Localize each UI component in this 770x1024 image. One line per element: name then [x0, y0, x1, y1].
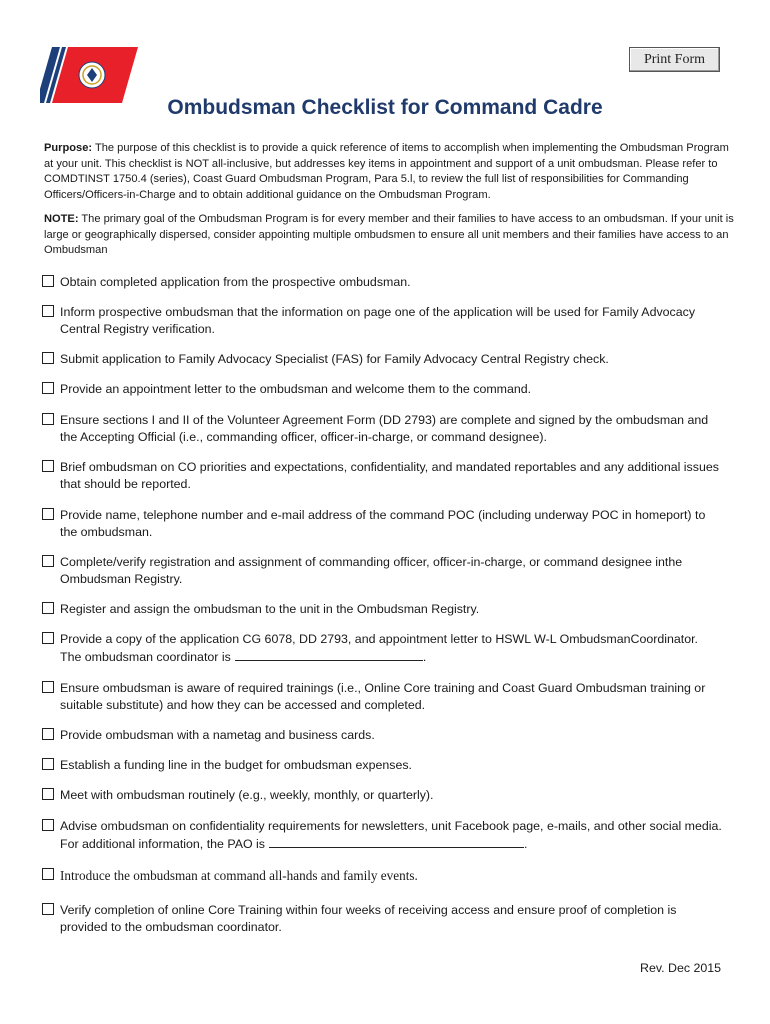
checklist-item — [42, 274, 722, 291]
checklist-item — [42, 381, 722, 398]
checklist-item-text: Introduce the ombudsman at command all-hands and family events. — [60, 868, 418, 883]
checklist-item — [42, 867, 722, 884]
print-form-button[interactable]: Print Form — [629, 47, 720, 72]
checklist-item-text: Brief ombudsman on CO priorities and expectations, confidentiality, and mandated reportables and any additional issues that should be reported. — [60, 460, 719, 491]
checklist-item — [42, 507, 722, 541]
checklist-item-text: Meet with ombudsman routinely (e.g., weekly, monthly, or quarterly). — [60, 788, 434, 802]
checklist-item-text: Obtain completed application from the prospective ombudsman. — [60, 275, 411, 289]
checkbox[interactable] — [42, 632, 54, 644]
checkbox[interactable] — [42, 508, 54, 520]
checklist-item-text: Register and assign the ombudsman to the unit in the Ombudsman Registry. — [60, 602, 480, 616]
checkbox[interactable] — [42, 275, 54, 287]
checklist-item — [42, 680, 722, 714]
checklist-item — [42, 787, 722, 804]
checklist-item-text: Provide ombudsman with a nametag and business cards. — [60, 728, 375, 742]
checklist-item — [42, 351, 722, 368]
checkbox[interactable] — [42, 758, 54, 770]
checklist-item-text: Ensure sections I and II of the Volunteer Agreement Form (DD 2793) are complete and signed by the ombudsman and the Accepting Official (i.e., commanding officer, officer-in-charge, or command designee). — [60, 413, 709, 444]
checkbox[interactable] — [42, 382, 54, 394]
note-label: NOTE: — [44, 213, 79, 225]
checklist-item-text: Ensure ombudsman is aware of required trainings (i.e., Online Core training and Coast Guard Ombudsman training or suitable substitute) and how they can be accessed and completed. — [60, 681, 706, 712]
checklist-item — [42, 601, 722, 618]
checklist-item-text: Provide name, telephone number and e-mail address of the command POC (including underway POC in homeport) to the ombudsman. — [60, 508, 706, 539]
checkbox[interactable] — [42, 903, 54, 915]
note-paragraph — [44, 212, 734, 259]
checklist-item — [42, 631, 722, 666]
checkbox[interactable] — [42, 413, 54, 425]
checkbox[interactable] — [42, 788, 54, 800]
checkbox[interactable] — [42, 555, 54, 567]
checklist-item — [42, 727, 722, 744]
purpose-label: Purpose: — [44, 142, 93, 154]
checklist-item-text: Submit application to Family Advocacy Specialist (FAS) for Family Advocacy Central Registry check. — [60, 352, 609, 366]
checklist-item-text: Provide an appointment letter to the ombudsman and welcome them to the command. — [60, 382, 532, 396]
checklist-item-text: Provide a copy of the application CG 6078, DD 2793, and appointment letter to HSWL W-L OmbudsmanCoordinator. The ombudsman coordinator is . — [60, 632, 699, 664]
checkbox[interactable] — [42, 460, 54, 472]
note-text: The primary goal of the Ombudsman Program is for every member and their families to have access to an ombudsman. If your unit is large or geographically dispersed, consider appointing multiple ombudsmen to ensure all unit members and their families have access to an Ombudsman — [44, 213, 734, 257]
checkbox[interactable] — [42, 868, 54, 880]
coast-guard-logo-icon — [40, 47, 138, 103]
page-title: Ombudsman Checklist for Command Cadre — [167, 96, 603, 119]
coordinator-name-field[interactable] — [235, 648, 423, 661]
pao-name-field[interactable] — [269, 835, 524, 848]
revision-date: Rev. Dec 2015 — [640, 961, 722, 975]
checklist-item-text: Verify completion of online Core Training within four weeks of receiving access and ensure proof of completion is provided to the ombudsman coordinator. — [60, 903, 677, 934]
checklist-item-text: Complete/verify registration and assignment of commanding officer, officer-in-charge, or command designee inthe Ombudsman Registry. — [60, 555, 683, 586]
checkbox[interactable] — [42, 681, 54, 693]
purpose-text: The purpose of this checklist is to provide a quick reference of items to accomplish when implementing the Ombudsman Program at your unit. This checklist is NOT all-inclusive, but addresses key items in appointment and support of a unit ombudsman. Please refer to COMDTINST 1750.4 (series), Coast Guard Ombudsman Program, Para 5.l, to review the full list of responsibilities for Commanding Officers/Officers-in-Charge and to obtain additional guidance on the Ombudsman Program. — [44, 142, 729, 201]
checkbox[interactable] — [42, 819, 54, 831]
checklist-item — [42, 757, 722, 774]
checklist-item — [42, 304, 722, 338]
checklist-item-text: Advise ombudsman on confidentiality requirements for newsletters, unit Facebook page, e-mails, and other social media. For additional information, the PAO is . — [60, 819, 722, 851]
checkbox[interactable] — [42, 352, 54, 364]
checkbox[interactable] — [42, 602, 54, 614]
checklist-item — [42, 459, 722, 493]
checklist-item — [42, 554, 722, 588]
checklist-item-text: Establish a funding line in the budget for ombudsman expenses. — [60, 758, 412, 772]
checklist-item — [42, 818, 722, 853]
purpose-paragraph — [44, 141, 734, 203]
checklist-item — [42, 902, 722, 936]
checklist-item — [42, 412, 722, 446]
checklist-item-text: Inform prospective ombudsman that the information on page one of the application will be used for Family Advocacy Central Registry verification. — [60, 305, 696, 336]
checkbox[interactable] — [42, 305, 54, 317]
checkbox[interactable] — [42, 728, 54, 740]
